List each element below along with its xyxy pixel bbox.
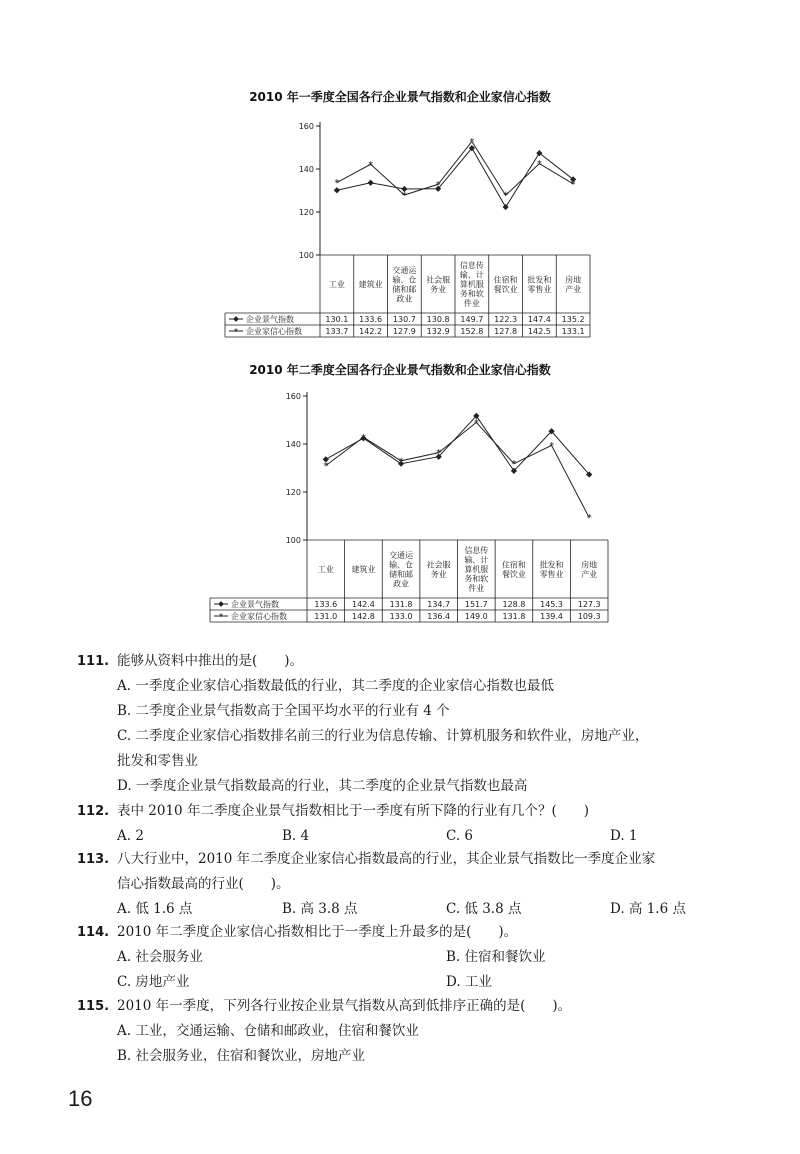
question-stem: 2010 年一季度，下列各行业按企业景气指数从高到低排序正确的是( )。 [117, 998, 572, 1014]
data-label: 133.1 [561, 327, 585, 336]
category-label: 交通运输、仓储和邮政业 [389, 550, 414, 589]
question-stem: 八大行业中，2010 年二季度企业家信心指数最高的行业，其企业景气指数比一季度企业家 [117, 851, 656, 867]
category-label: 建筑业 [351, 565, 376, 574]
category-label: 信息传输、计算机服务和软件业 [459, 261, 484, 308]
option-a[interactable]: A. 社会服务业 [117, 949, 203, 965]
option-b[interactable]: B. 4 [282, 828, 310, 844]
data-point-star: * [435, 179, 441, 191]
option-a[interactable]: A. 一季度企业家信心指数最低的行业，其二季度的企业家信心指数也最低 [117, 678, 554, 694]
data-label: 142.2 [359, 327, 383, 336]
data-label: 130.8 [426, 315, 450, 324]
option-a[interactable]: A. 低 1.6 点 [117, 901, 193, 917]
question-number: 112. [77, 804, 110, 819]
data-point-star: * [586, 513, 592, 525]
data-point-star: * [570, 179, 576, 191]
data-label: 133.0 [389, 612, 413, 621]
data-point-star: * [334, 178, 340, 190]
option-c[interactable]: C. 低 3.8 点 [446, 901, 522, 917]
data-point-star: * [469, 136, 475, 148]
option-d[interactable]: D. 1 [610, 828, 638, 844]
chart-2-title: 2010 年二季度全国各行企业景气指数和企业家信心指数 [249, 363, 551, 377]
data-label: 127.3 [577, 600, 601, 609]
option-b[interactable]: B. 高 3.8 点 [282, 901, 358, 917]
legend-label: 企业家信心指数 [231, 612, 287, 621]
question-stem: 表中 2010 年二季度企业景气指数相比于一季度有所下降的行业有几个？( ) [117, 803, 589, 819]
question-number: 115. [77, 999, 110, 1014]
option-a[interactable]: A. 2 [117, 828, 144, 844]
option-c[interactable]: C. 房地产业 [117, 974, 190, 990]
category-label: 批发和零售业 [527, 275, 552, 294]
category-label: 批发和零售业 [539, 560, 564, 579]
category-label: 社会服务业 [426, 560, 451, 579]
data-label: 142.4 [351, 600, 375, 609]
option-c[interactable]: C. 6 [446, 828, 474, 844]
option-b[interactable]: B. 住宿和餐饮业 [446, 949, 546, 965]
data-label: 142.8 [351, 612, 375, 621]
question-number: 113. [77, 852, 110, 867]
data-point-diamond [503, 204, 509, 210]
category-label: 住宿和餐饮业 [501, 560, 526, 579]
data-label: 122.3 [494, 315, 518, 324]
data-label: 147.4 [527, 315, 551, 324]
y-tick-label: 140 [298, 165, 314, 174]
category-label: 房地产业 [581, 560, 598, 579]
data-point-star: * [473, 417, 479, 429]
data-label: 151.7 [464, 600, 488, 609]
category-label: 工业 [317, 565, 334, 574]
data-point-diamond [368, 180, 374, 186]
option-b[interactable]: B. 二季度企业景气指数高于全国平均水平的行业有 4 个 [117, 703, 450, 719]
data-label: 149.7 [460, 315, 484, 324]
legend-marker-star: * [233, 327, 239, 338]
data-label: 152.8 [460, 327, 484, 336]
data-label: 149.0 [464, 612, 488, 621]
category-label: 建筑业 [358, 280, 383, 289]
y-tick-label: 160 [285, 392, 301, 401]
series-line-1 [337, 148, 573, 207]
option-b[interactable]: B. 社会服务业，住宿和餐饮业，房地产业 [117, 1048, 366, 1064]
data-label: 131.0 [314, 612, 338, 621]
category-label: 工业 [328, 280, 345, 289]
chart-1 [0, 110, 800, 370]
legend-marker-diamond [233, 316, 239, 322]
data-label: 142.5 [527, 327, 551, 336]
y-tick-label: 120 [285, 488, 301, 497]
category-label: 社会服务业 [426, 275, 451, 294]
data-point-star: * [398, 456, 404, 468]
data-point-star: * [360, 432, 366, 444]
data-label: 134.7 [427, 600, 451, 609]
data-label: 128.8 [502, 600, 526, 609]
legend-label: 企业家信心指数 [246, 327, 302, 336]
option-a[interactable]: A. 工业，交通运输、仓储和邮政业，住宿和餐饮业 [117, 1023, 419, 1039]
question-stem: 能够从资料中推出的是( )。 [117, 653, 304, 669]
data-label: 127.9 [392, 327, 416, 336]
data-point-star: * [503, 190, 509, 202]
question-number: 114. [77, 925, 110, 940]
data-label: 131.8 [389, 600, 413, 609]
legend-marker-diamond [218, 601, 224, 607]
option-c-continued: 批发和零售业 [117, 753, 198, 769]
option-c[interactable]: C. 二季度企业家信心指数排名前三的行业为信息传输、计算机服务和软件业，房地产业， [117, 728, 649, 744]
chart-1-title: 2010 年一季度全国各行企业景气指数和企业家信心指数 [249, 90, 551, 104]
category-label: 住宿和餐饮业 [493, 275, 518, 294]
question-stem: 2010 年二季度企业家信心指数相比于一季度上升最多的是( )。 [117, 924, 518, 940]
data-point-star: * [549, 440, 555, 452]
y-tick-label: 120 [298, 208, 314, 217]
category-label: 交通运输、仓储和邮政业 [392, 265, 417, 304]
data-label: 130.1 [325, 315, 349, 324]
y-tick-label: 140 [285, 440, 301, 449]
data-label: 136.4 [427, 612, 451, 621]
data-point-star: * [323, 461, 329, 473]
data-label: 133.6 [314, 600, 338, 609]
y-tick-label: 100 [298, 251, 314, 260]
data-label: 132.9 [426, 327, 450, 336]
y-tick-label: 160 [298, 122, 314, 131]
legend-marker-star: * [218, 612, 224, 623]
data-point-star: * [511, 459, 517, 471]
data-label: 135.2 [561, 315, 585, 324]
category-label: 信息传输、计算机服务和软件业 [464, 546, 489, 593]
data-label: 109.3 [577, 612, 601, 621]
question-number: 111. [77, 654, 110, 669]
data-label: 139.4 [540, 612, 564, 621]
data-label: 133.6 [359, 315, 383, 324]
data-point-star: * [401, 190, 407, 202]
option-d[interactable]: D. 一季度企业景气指数最高的行业，其二季度的企业景气指数也最高 [117, 778, 528, 794]
data-label: 131.8 [502, 612, 526, 621]
data-point-star: * [368, 159, 374, 171]
data-point-star: * [536, 159, 542, 171]
data-label: 133.7 [325, 327, 349, 336]
category-label: 房地产业 [565, 275, 582, 294]
data-point-star: * [436, 448, 442, 460]
chart-2 [0, 384, 800, 644]
legend-label: 企业景气指数 [246, 315, 294, 324]
data-label: 145.3 [540, 600, 564, 609]
data-label: 130.7 [392, 315, 416, 324]
page-number: 16 [68, 1086, 93, 1111]
option-d[interactable]: D. 工业 [446, 974, 492, 990]
y-tick-label: 100 [285, 536, 301, 545]
question-stem-continued: 信心指数最高的行业( )。 [117, 876, 290, 892]
data-label: 127.8 [494, 327, 518, 336]
legend-label: 企业景气指数 [231, 600, 279, 609]
option-d[interactable]: D. 高 1.6 点 [610, 901, 686, 917]
